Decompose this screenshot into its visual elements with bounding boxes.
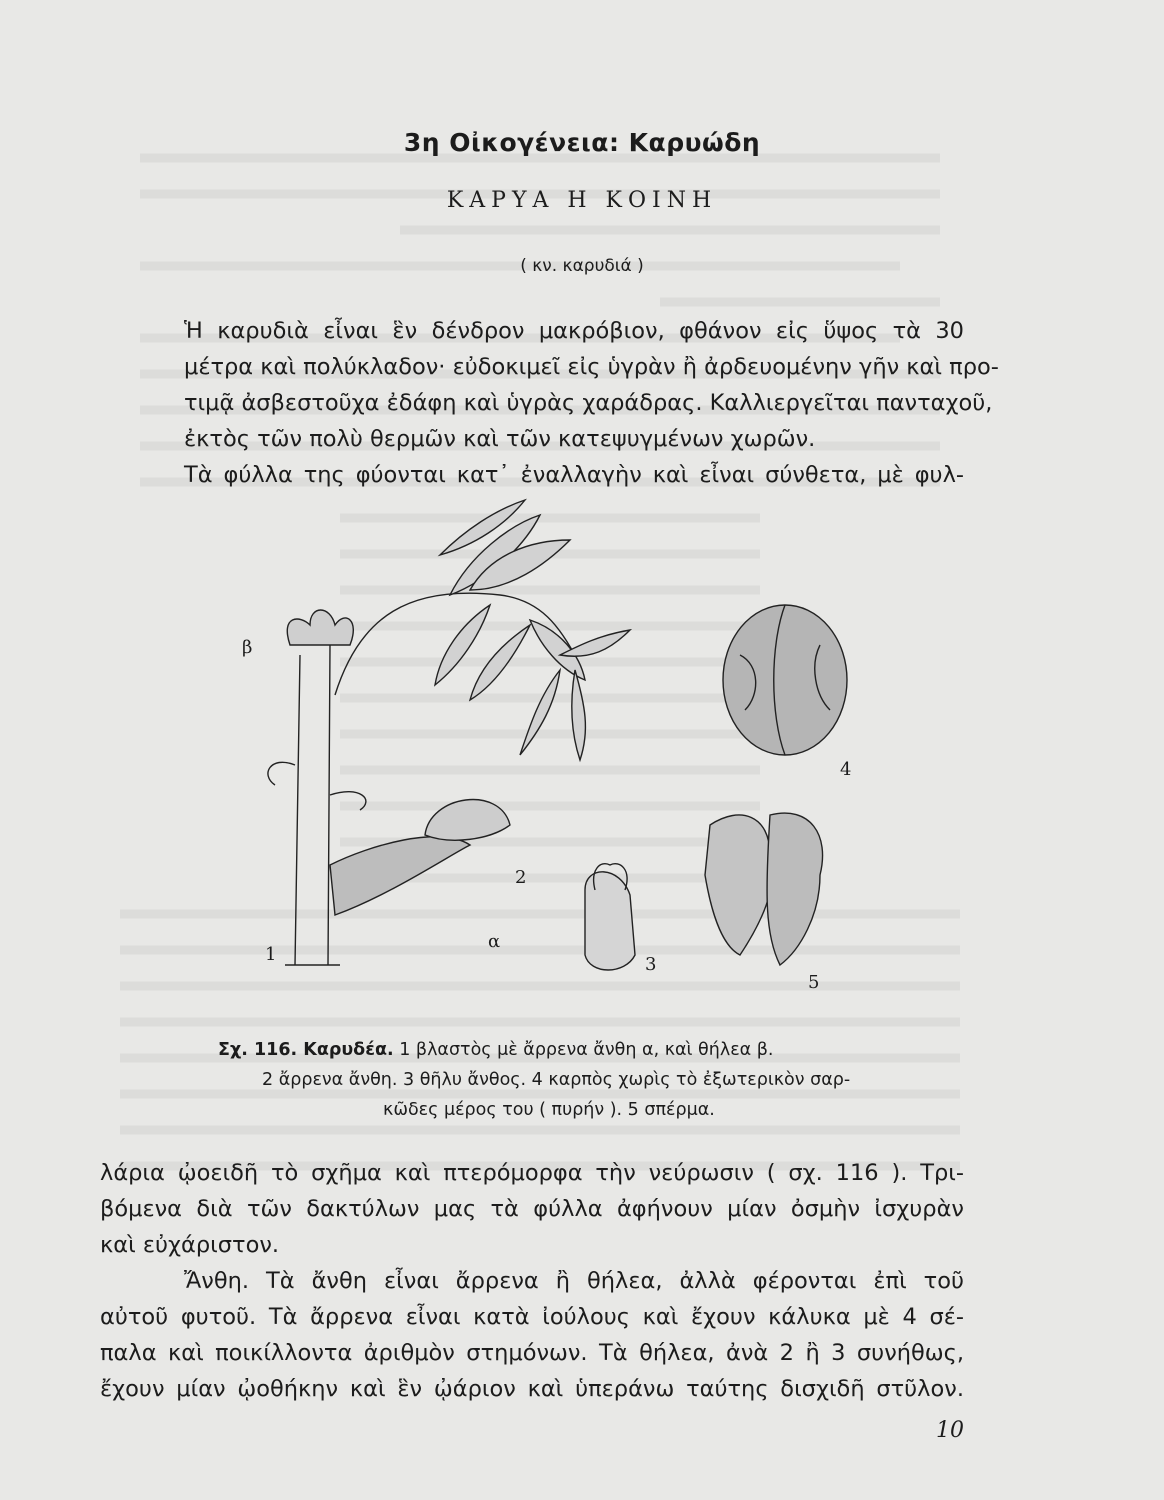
figure-caption-line: [218, 1040, 773, 1060]
walnut-kernel: [705, 815, 773, 955]
species-title: ΚΑΡΥΑ Η ΚΟΙΝΗ: [446, 188, 718, 213]
page-number: 10: [936, 1418, 964, 1443]
label-5: 5: [808, 972, 820, 993]
body-line: αὐτοῦ φυτοῦ. Τὰ ἄρρενα εἶναι κατὰ ἰούλους καὶ ἔχουν κάλυκα μὲ 4 σέ-: [100, 1304, 964, 1330]
body-line: Ἡ καρυδιὰ εἶναι ἓν δένδρον μακρόβιον, φθάνον εἰς ὕψος τὰ 30: [184, 318, 964, 344]
label-2: 2: [515, 867, 527, 888]
female-flower-bud: [287, 610, 353, 645]
body-line: καὶ εὐχάριστον.: [100, 1232, 280, 1258]
label-alpha: α: [488, 931, 501, 952]
walnut-figure-svg: [240, 495, 880, 1025]
label-beta: β: [242, 637, 253, 658]
male-flower: [425, 800, 510, 841]
body-line: ἐκτὸς τῶν πολὺ θερμῶν καὶ τῶν κατεψυγμένων χωρῶν.: [184, 426, 816, 452]
figure-caption-text: 1 βλαστὸς μὲ ἄρρενα ἄνθη α, καὶ θήλεα β.: [399, 1040, 774, 1060]
body-line: Τὰ φύλλα της φύονται κατ᾽ ἐναλλαγὴν καὶ εἶναι σύνθετα, μὲ φυλ-: [184, 462, 964, 488]
body-line: Ἄνθη. Τὰ ἄνθη εἶναι ἄρρενα ἢ θήλεα, ἀλλὰ φέρονται ἐπὶ τοῦ: [184, 1268, 964, 1294]
figure-caption-line: κῶδες μέρος του ( πυρήν ). 5 σπέρμα.: [383, 1100, 715, 1120]
figure-caption-label: Σχ. 116. Καρυδέα.: [218, 1040, 394, 1060]
family-heading: 3η Οἰκογένεια: Καρυώδη: [403, 128, 761, 157]
walnut-illustration: [240, 495, 880, 1025]
body-line: ἔχουν μίαν ᾠοθήκην καὶ ἓν ᾠάριον καὶ ὑπεράνω ταύτης δισχιδῆ στῦλον.: [100, 1376, 964, 1402]
male-catkin: [330, 837, 470, 915]
figure-caption-line: 2 ἄρρενα ἄνθη. 3 θῆλυ ἄνθος. 4 καρπὸς χωρὶς τὸ ἐξωτερικὸν σαρ-: [262, 1070, 851, 1090]
body-line: μέτρα καὶ πολύκλαδον· εὐδοκιμεῖ εἰς ὑγρὰν ἢ ἀρδευομένην γῆν καὶ προ-: [184, 354, 999, 380]
shoot-stem: [295, 645, 330, 965]
label-3: 3: [645, 954, 657, 975]
body-line: βόμενα διὰ τῶν δακτύλων μας τὰ φύλλα ἀφήνουν μίαν ὀσμὴν ἰσχυρὰν: [100, 1196, 964, 1222]
body-line: παλα καὶ ποικίλλοντα ἀριθμὸν στημόνων. Τὰ θήλεα, ἀνὰ 2 ἢ 3 συνήθως,: [100, 1340, 964, 1366]
label-4: 4: [840, 759, 852, 780]
walnut-shell: [723, 605, 847, 755]
label-1: 1: [265, 944, 277, 965]
body-line: τιμᾷ ἀσβεστοῦχα ἐδάφη καὶ ὑγρὰς χαράδρας. Καλλιεργεῖται πανταχοῦ,: [184, 390, 993, 416]
female-flower: [585, 872, 635, 970]
common-name: ( κν. καρυδιά ): [520, 256, 644, 276]
body-line: λάρια ᾠοειδῆ τὸ σχῆμα καὶ πτερόμορφα τὴν νεύρωσιν ( σχ. 116 ). Τρι-: [100, 1160, 964, 1186]
